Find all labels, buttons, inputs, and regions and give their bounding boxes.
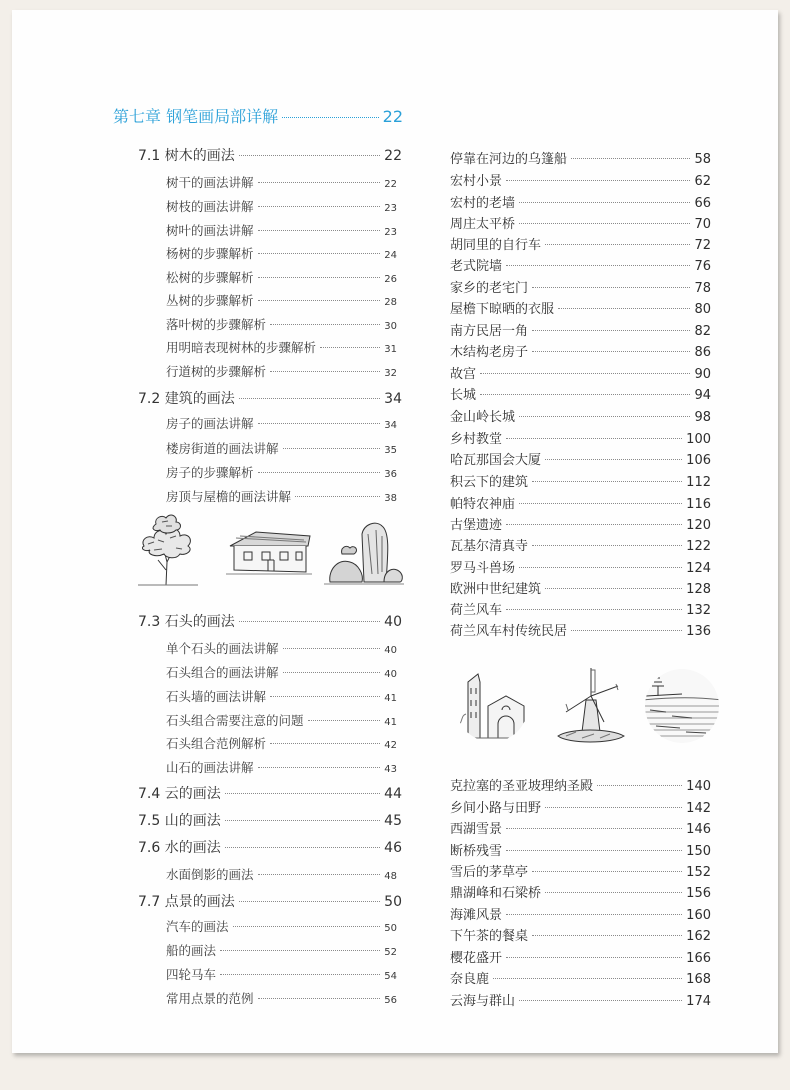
toc-entry-page: 24: [384, 250, 397, 261]
tree-sketch-illustration: [136, 510, 200, 586]
leader-dots: [519, 202, 690, 203]
toc-subsection-entry: [166, 315, 397, 333]
leader-dots: [270, 696, 380, 697]
toc-entry-page: 142: [686, 801, 711, 816]
toc-subsection-entry: [166, 439, 397, 457]
toc-entry-title: 宏村的老墙: [450, 196, 516, 211]
toc-entry-title: 云海与群山: [450, 994, 516, 1009]
toc-entry: [450, 882, 711, 901]
toc-section-entry: [138, 810, 402, 830]
toc-entry-title: 长城: [450, 388, 477, 403]
toc-entry-page: 40: [384, 669, 397, 680]
toc-entry-title: 石头墙的画法讲解: [166, 689, 267, 704]
leader-dots: [283, 448, 381, 449]
toc-entry-title: 常用点景的范例: [166, 991, 254, 1006]
toc-entry-page: 160: [686, 908, 711, 923]
toc-entry-page: 23: [384, 203, 397, 214]
toc-entry-page: 34: [384, 420, 397, 431]
toc-subsection-entry: [166, 338, 397, 356]
toc-entry: [450, 599, 711, 618]
leader-dots: [558, 308, 690, 309]
toc-entry-title: 停靠在河边的乌篷船: [450, 152, 568, 167]
leader-dots: [532, 481, 682, 482]
toc-entry-title: 宏村小景: [450, 174, 503, 189]
leader-dots: [571, 158, 690, 159]
toc-entry-page: 78: [694, 281, 711, 296]
toc-entry: [450, 170, 711, 189]
toc-entry: [450, 797, 711, 816]
toc-subsection-entry: [166, 362, 397, 380]
leader-dots: [239, 621, 380, 622]
toc-entry-title: 荷兰风车村传统民居: [450, 624, 568, 639]
toc-entry-title: 罗马斗兽场: [450, 561, 516, 576]
toc-section-entry: [138, 145, 402, 165]
leader-dots: [493, 978, 682, 979]
leader-dots: [506, 957, 682, 958]
leader-dots: [532, 351, 690, 352]
toc-subsection-entry: [166, 197, 397, 215]
toc-entry-page: 42: [384, 740, 397, 751]
leader-dots: [295, 496, 380, 497]
toc-entry-page: 150: [686, 844, 711, 859]
toc-entry-page: 72: [694, 238, 711, 253]
toc-entry: [450, 406, 711, 425]
toc-entry-page: 62: [694, 174, 711, 189]
toc-entry-title: 奈良鹿: [450, 972, 490, 987]
toc-entry-title: 7.3 石头的画法: [138, 614, 235, 630]
toc-entry-page: 116: [686, 497, 711, 512]
toc-entry-page: 70: [694, 217, 711, 232]
toc-entry-page: 120: [686, 518, 711, 533]
toc-entry-title: 石头组合的画法讲解: [166, 665, 279, 680]
toc-entry-page: 52: [384, 947, 397, 958]
leader-dots: [545, 807, 682, 808]
toc-section-entry: [138, 837, 402, 857]
toc-subsection-entry: [166, 487, 397, 505]
toc-entry-title: 水面倒影的画法: [166, 867, 254, 882]
toc-entry-page: 48: [384, 871, 397, 882]
toc-entry: [450, 255, 711, 274]
chapter-title: 第七章 钢笔画局部详解: [113, 107, 279, 126]
toc-entry-title: 杨树的步骤解析: [166, 246, 254, 261]
toc-entry-page: 31: [384, 344, 397, 355]
toc-entry: [450, 234, 711, 253]
toc-subsection-entry: [166, 291, 397, 309]
toc-entry-page: 30: [384, 321, 397, 332]
toc-entry-page: 76: [694, 259, 711, 274]
toc-subsection-entry: [166, 917, 397, 935]
leader-dots: [225, 793, 380, 794]
toc-entry: [450, 861, 711, 880]
toc-entry: [450, 471, 711, 490]
toc-entry-title: 楼房街道的画法讲解: [166, 441, 279, 456]
leader-dots: [506, 180, 690, 181]
toc-entry: [450, 775, 711, 794]
toc-entry-title: 克拉塞的圣亚坡理纳圣殿: [450, 779, 594, 794]
leader-dots: [506, 914, 682, 915]
toc-entry: [450, 428, 711, 447]
toc-subsection-entry: [166, 989, 397, 1007]
toc-entry-page: 50: [384, 894, 402, 910]
toc-entry-page: 100: [686, 432, 711, 447]
windmill-sketch-illustration: [552, 666, 628, 746]
leader-dots: [270, 743, 380, 744]
leader-dots: [320, 347, 380, 348]
leader-dots: [519, 223, 690, 224]
toc-entry-title: 欧洲中世纪建筑: [450, 582, 542, 597]
leader-dots: [239, 155, 380, 156]
leader-dots: [545, 244, 690, 245]
leader-dots: [506, 609, 682, 610]
leader-dots: [571, 630, 682, 631]
leader-dots: [258, 472, 381, 473]
leader-dots: [258, 230, 381, 231]
toc-entry-title: 行道树的步骤解析: [166, 364, 267, 379]
toc-entry-page: 58: [694, 152, 711, 167]
toc-subsection-entry: [166, 173, 397, 191]
toc-entry-page: 112: [686, 475, 711, 490]
toc-entry: [450, 298, 711, 317]
toc-entry-title: 胡同里的自行车: [450, 238, 542, 253]
toc-entry-title: 积云下的建筑: [450, 475, 529, 490]
toc-subsection-entry: [166, 463, 397, 481]
toc-entry: [450, 514, 711, 533]
leader-dots: [225, 847, 380, 848]
leader-dots: [532, 935, 682, 936]
toc-entry-page: 122: [686, 539, 711, 554]
toc-entry-title: 老式院墙: [450, 259, 503, 274]
toc-entry-page: 43: [384, 764, 397, 775]
toc-entry-title: 木结构老房子: [450, 345, 529, 360]
toc-entry-page: 50: [384, 923, 397, 934]
toc-entry: [450, 341, 711, 360]
toc-entry-title: 乡村教堂: [450, 432, 503, 447]
toc-entry: [450, 990, 711, 1009]
toc-entry: [450, 493, 711, 512]
toc-entry-page: 22: [384, 148, 402, 164]
toc-subsection-entry: [166, 221, 397, 239]
book-page: [12, 10, 778, 1053]
toc-entry-page: 128: [686, 582, 711, 597]
toc-entry: [450, 148, 711, 167]
leader-dots: [597, 785, 682, 786]
toc-entry-title: 树枝的画法讲解: [166, 199, 254, 214]
leader-dots: [545, 892, 682, 893]
toc-entry-title: 石头组合需要注意的问题: [166, 713, 304, 728]
toc-entry: [450, 947, 711, 966]
toc-entry-title: 哈瓦那国会大厦: [450, 453, 542, 468]
toc-entry-title: 家乡的老宅门: [450, 281, 529, 296]
toc-entry-title: 石头组合范例解析: [166, 736, 267, 751]
toc-entry: [450, 818, 711, 837]
toc-entry-page: 26: [384, 274, 397, 285]
toc-subsection-entry: [166, 865, 397, 883]
toc-entry-title: 房子的步骤解析: [166, 465, 254, 480]
toc-section-entry: [138, 891, 402, 911]
toc-entry-page: 162: [686, 929, 711, 944]
toc-entry-title: 西湖雪景: [450, 822, 503, 837]
toc-entry: [450, 840, 711, 859]
toc-entry-title: 丛树的步骤解析: [166, 293, 254, 308]
toc-entry-page: 156: [686, 886, 711, 901]
leader-dots: [239, 398, 380, 399]
toc-subsection-entry: [166, 639, 397, 657]
toc-entry-page: 46: [384, 840, 402, 856]
leader-dots: [282, 117, 379, 118]
toc-entry-title: 瓦基尔清真寺: [450, 539, 529, 554]
leader-dots: [545, 459, 682, 460]
toc-entry-page: 98: [694, 410, 711, 425]
toc-entry-title: 鼎湖峰和石梁桥: [450, 886, 542, 901]
toc-entry-page: 45: [384, 813, 402, 829]
leader-dots: [519, 1000, 682, 1001]
leader-dots: [270, 371, 380, 372]
toc-entry-page: 32: [384, 368, 397, 379]
toc-entry-title: 山石的画法讲解: [166, 760, 254, 775]
leader-dots: [220, 974, 380, 975]
leader-dots: [506, 265, 690, 266]
toc-entry-title: 四轮马车: [166, 967, 217, 982]
toc-entry-page: 44: [384, 786, 402, 802]
toc-entry-title: 单个石头的画法讲解: [166, 641, 279, 656]
leader-dots: [258, 998, 381, 999]
toc-entry-page: 174: [686, 994, 711, 1009]
toc-entry-page: 152: [686, 865, 711, 880]
toc-entry-title: 7.2 建筑的画法: [138, 391, 235, 407]
toc-entry-title: 7.6 水的画法: [138, 840, 221, 856]
toc-entry-page: 124: [686, 561, 711, 576]
toc-entry-page: 166: [686, 951, 711, 966]
toc-entry: [450, 449, 711, 468]
toc-subsection-entry: [166, 244, 397, 262]
toc-entry: [450, 968, 711, 987]
leader-dots: [532, 330, 690, 331]
toc-subsection-entry: [166, 687, 397, 705]
church-sketch-illustration: [454, 666, 530, 744]
toc-entry-title: 7.5 山的画法: [138, 813, 221, 829]
chapter-heading: [113, 104, 403, 127]
leader-dots: [283, 648, 381, 649]
toc-entry-title: 汽车的画法: [166, 919, 229, 934]
leader-dots: [225, 820, 380, 821]
toc-entry-page: 41: [384, 717, 397, 728]
toc-entry-title: 荷兰风车: [450, 603, 503, 618]
toc-subsection-entry: [166, 711, 397, 729]
leader-dots: [258, 277, 381, 278]
toc-section-entry: [138, 388, 402, 408]
toc-subsection-entry: [166, 268, 397, 286]
toc-entry-page: 28: [384, 297, 397, 308]
leader-dots: [270, 324, 380, 325]
leader-dots: [220, 950, 380, 951]
toc-entry: [450, 320, 711, 339]
toc-entry: [450, 578, 711, 597]
toc-entry-title: 周庄太平桥: [450, 217, 516, 232]
toc-entry-page: 132: [686, 603, 711, 618]
leader-dots: [258, 206, 381, 207]
toc-entry-title: 树干的画法讲解: [166, 175, 254, 190]
toc-entry-page: 90: [694, 367, 711, 382]
leader-dots: [283, 672, 381, 673]
toc-section-entry: [138, 611, 402, 631]
toc-entry-page: 41: [384, 693, 397, 704]
toc-entry-title: 古堡遗迹: [450, 518, 503, 533]
toc-entry-title: 乡间小路与田野: [450, 801, 542, 816]
toc-entry-title: 金山岭长城: [450, 410, 516, 425]
toc-entry-title: 7.4 云的画法: [138, 786, 221, 802]
toc-entry: [450, 277, 711, 296]
toc-entry-page: 23: [384, 227, 397, 238]
toc-entry-title: 用明暗表现树林的步骤解析: [166, 340, 317, 355]
toc-entry-page: 54: [384, 971, 397, 982]
toc-entry-title: 船的画法: [166, 943, 217, 958]
toc-entry-page: 56: [384, 995, 397, 1006]
toc-entry-title: 樱花盛开: [450, 951, 503, 966]
toc-entry: [450, 925, 711, 944]
leader-dots: [532, 287, 690, 288]
leader-dots: [506, 850, 682, 851]
toc-entry-title: 7.7 点景的画法: [138, 894, 235, 910]
leader-dots: [506, 524, 682, 525]
toc-entry-title: 南方民居一角: [450, 324, 529, 339]
toc-entry-page: 34: [384, 391, 402, 407]
leader-dots: [239, 901, 380, 902]
toc-entry: [450, 620, 711, 639]
toc-entry-title: 7.1 树木的画法: [138, 148, 235, 164]
toc-entry: [450, 384, 711, 403]
toc-entry-title: 帕特农神庙: [450, 497, 516, 512]
toc-entry-page: 140: [686, 779, 711, 794]
toc-entry-title: 故宫: [450, 367, 477, 382]
leader-dots: [545, 588, 682, 589]
leader-dots: [258, 767, 381, 768]
toc-entry-title: 雪后的茅草亭: [450, 865, 529, 880]
leader-dots: [519, 416, 690, 417]
toc-entry-page: 106: [686, 453, 711, 468]
leader-dots: [258, 253, 381, 254]
toc-entry-page: 136: [686, 624, 711, 639]
toc-entry-page: 35: [384, 445, 397, 456]
toc-entry-page: 66: [694, 196, 711, 211]
toc-entry: [450, 904, 711, 923]
toc-entry: [450, 535, 711, 554]
lake-sketch-illustration: [642, 666, 722, 746]
toc-entry-title: 松树的步骤解析: [166, 270, 254, 285]
toc-entry-title: 树叶的画法讲解: [166, 223, 254, 238]
leader-dots: [519, 567, 682, 568]
toc-entry-title: 断桥残雪: [450, 844, 503, 859]
leader-dots: [506, 828, 682, 829]
toc-entry-page: 80: [694, 302, 711, 317]
toc-entry-page: 86: [694, 345, 711, 360]
house-sketch-illustration: [226, 524, 312, 576]
leader-dots: [480, 373, 690, 374]
leader-dots: [532, 545, 682, 546]
toc-entry-title: 屋檐下晾晒的衣服: [450, 302, 555, 317]
toc-subsection-entry: [166, 663, 397, 681]
leader-dots: [258, 182, 381, 183]
toc-entry-page: 94: [694, 388, 711, 403]
toc-entry: [450, 213, 711, 232]
leader-dots: [519, 503, 682, 504]
leader-dots: [258, 423, 381, 424]
toc-entry-title: 房顶与屋檐的画法讲解: [166, 489, 292, 504]
leader-dots: [480, 394, 690, 395]
toc-entry-title: 下午茶的餐桌: [450, 929, 529, 944]
toc-section-entry: [138, 783, 402, 803]
toc-entry-page: 40: [384, 645, 397, 656]
toc-entry-page: 36: [384, 469, 397, 480]
toc-entry-page: 40: [384, 614, 402, 630]
toc-entry-page: 146: [686, 822, 711, 837]
leader-dots: [258, 300, 381, 301]
toc-subsection-entry: [166, 941, 397, 959]
toc-entry-page: 82: [694, 324, 711, 339]
toc-entry: [450, 363, 711, 382]
toc-entry-title: 房子的画法讲解: [166, 416, 254, 431]
leader-dots: [532, 871, 682, 872]
toc-subsection-entry: [166, 965, 397, 983]
leader-dots: [258, 874, 381, 875]
toc-entry: [450, 557, 711, 576]
leader-dots: [233, 926, 381, 927]
rocks-sketch-illustration: [324, 514, 404, 586]
toc-entry-page: 22: [384, 179, 397, 190]
toc-entry-title: 海滩风景: [450, 908, 503, 923]
toc-subsection-entry: [166, 758, 397, 776]
toc-entry: [450, 192, 711, 211]
toc-entry-title: 落叶树的步骤解析: [166, 317, 267, 332]
toc-subsection-entry: [166, 734, 397, 752]
toc-subsection-entry: [166, 414, 397, 432]
leader-dots: [308, 720, 381, 721]
toc-entry-page: 38: [384, 493, 397, 504]
toc-entry-page: 168: [686, 972, 711, 987]
chapter-page: 22: [382, 107, 403, 126]
leader-dots: [506, 438, 682, 439]
